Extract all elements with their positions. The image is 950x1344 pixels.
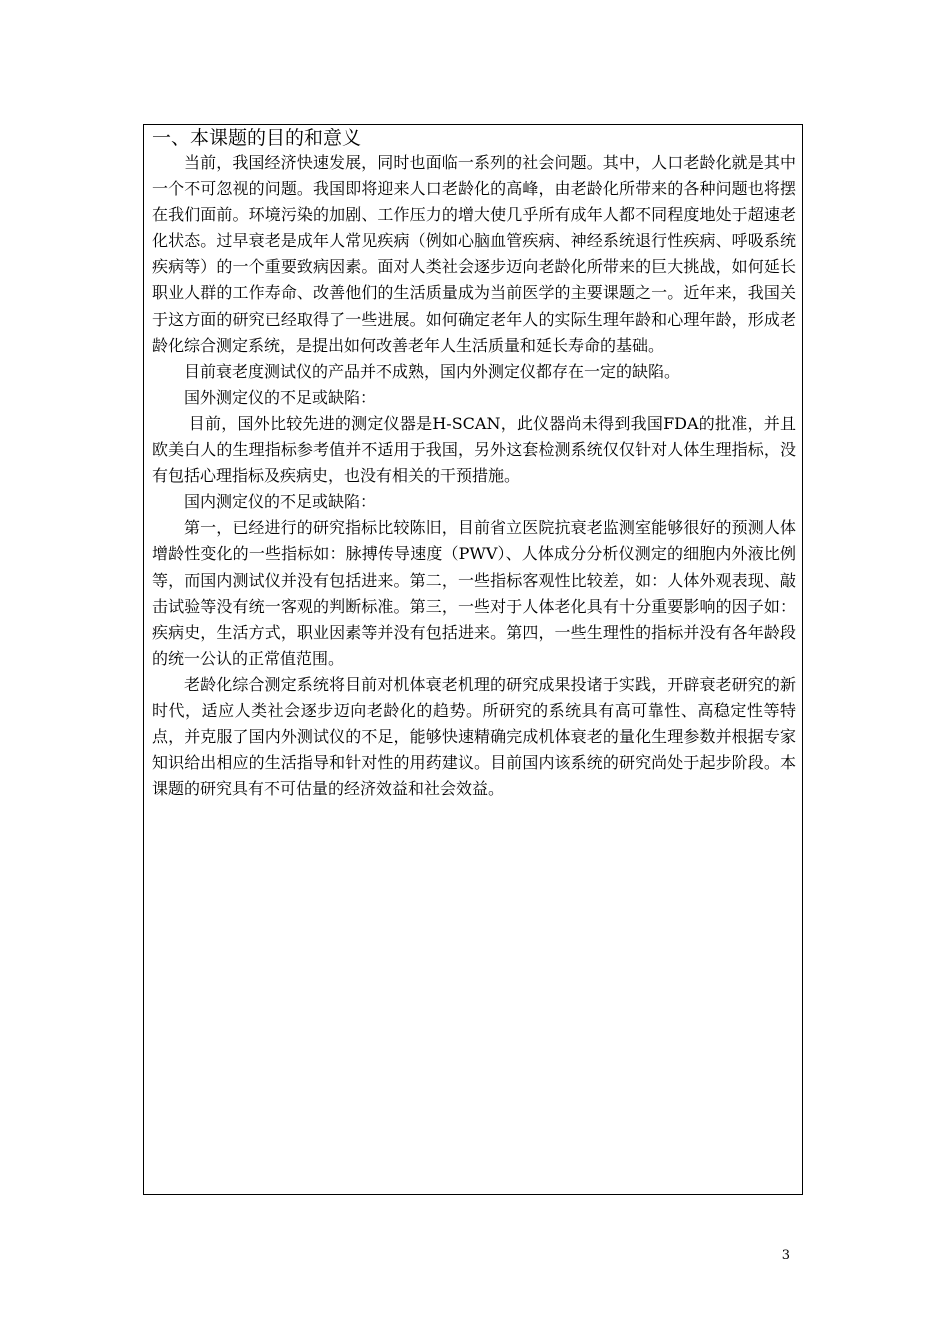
paragraph-product-status: 目前衰老度测试仪的产品并不成熟，国内外测定仪都存在一定的缺陷。 — [184, 361, 681, 381]
paragraph-domestic-heading: 国内测定仪的不足或缺陷： — [184, 492, 377, 512]
page-number: 3 — [781, 1248, 790, 1263]
paragraph-foreign-heading: 国外测定仪的不足或缺陷： — [184, 387, 377, 407]
paragraph-background: 当前，我国经济快速发展，同时也面临一系列的社会问题。其中，人口老龄化就是其中一个不可忽视的问题。我国即将迎来人口老龄化的高峰，由老龄化所带来的各种问题也将摆在我们面前。环境污染的加剧、工作压力的增大使几乎所有成年人都不同程度地处于超速老化状态。过早衰老是成年人常见疾病（例如心脑血管疾病、神经系统退行性疾病、呼吸系统疾病等）的一个重要致病因素。面对人类社会逐步迈向老龄化所带来的巨大挑战，如何延长职业人群的工作寿命、改善他们的生活质量成为当前医学的主要课题之一。近年来，我国关于这方面的研究已经取得了一些进展。如何确定老年人的实际生理年龄和心理年龄，形成老龄化综合测定系统，是提出如何改善老年人生活质量和延长寿命的基础。 — [152, 153, 796, 355]
paragraph-conclusion: 老龄化综合测定系统将目前对机体衰老机理的研究成果投诸于实践，开辟衰老研究的新时代，适应人类社会逐步迈向老龄化的趋势。所研究的系统具有高可靠性、高稳定性等特点，并克服了国内外测试仪的不足，能够快速精确完成机体衰老的量化生理参数并根据专家知识给出相应的生活指导和针对性的用药建议。目前国内该系统的研究尚处于起步阶段。本课题的研究具有不可估量的经济效益和社会效益。 — [152, 674, 796, 799]
section-heading: 一、本课题的目的和意义 — [152, 127, 362, 149]
paragraph-foreign-detail: 目前，国外比较先进的测定仪器是H-SCAN，此仪器尚未得到我国FDA的批准，并且欧美白人的生理指标参考值并不适用于我国，另外这套检测系统仅仅针对人体生理指标，没有包括心理指标及疾病史，也没有相关的干预措施。 — [152, 413, 796, 486]
section-body — [152, 150, 796, 802]
paragraph-domestic-detail: 第一，已经进行的研究指标比较陈旧，目前省立医院抗衰老监测室能够很好的预测人体增龄性变化的一些指标如：脉搏传导速度（PWV）、人体成分分析仪测定的细胞内外液比例等，而国内测试仪并没有包括进来。第二，一些指标客观性比较差，如：人体外观表现、敲击试验等没有统一客观的判断标准。第三，一些对于人体老化具有十分重要影响的因子如：疾病史，生活方式，职业因素等并没有包括进来。第四，一些生理性的指标并没有各年龄段的统一公认的正常值范围。 — [152, 518, 796, 668]
